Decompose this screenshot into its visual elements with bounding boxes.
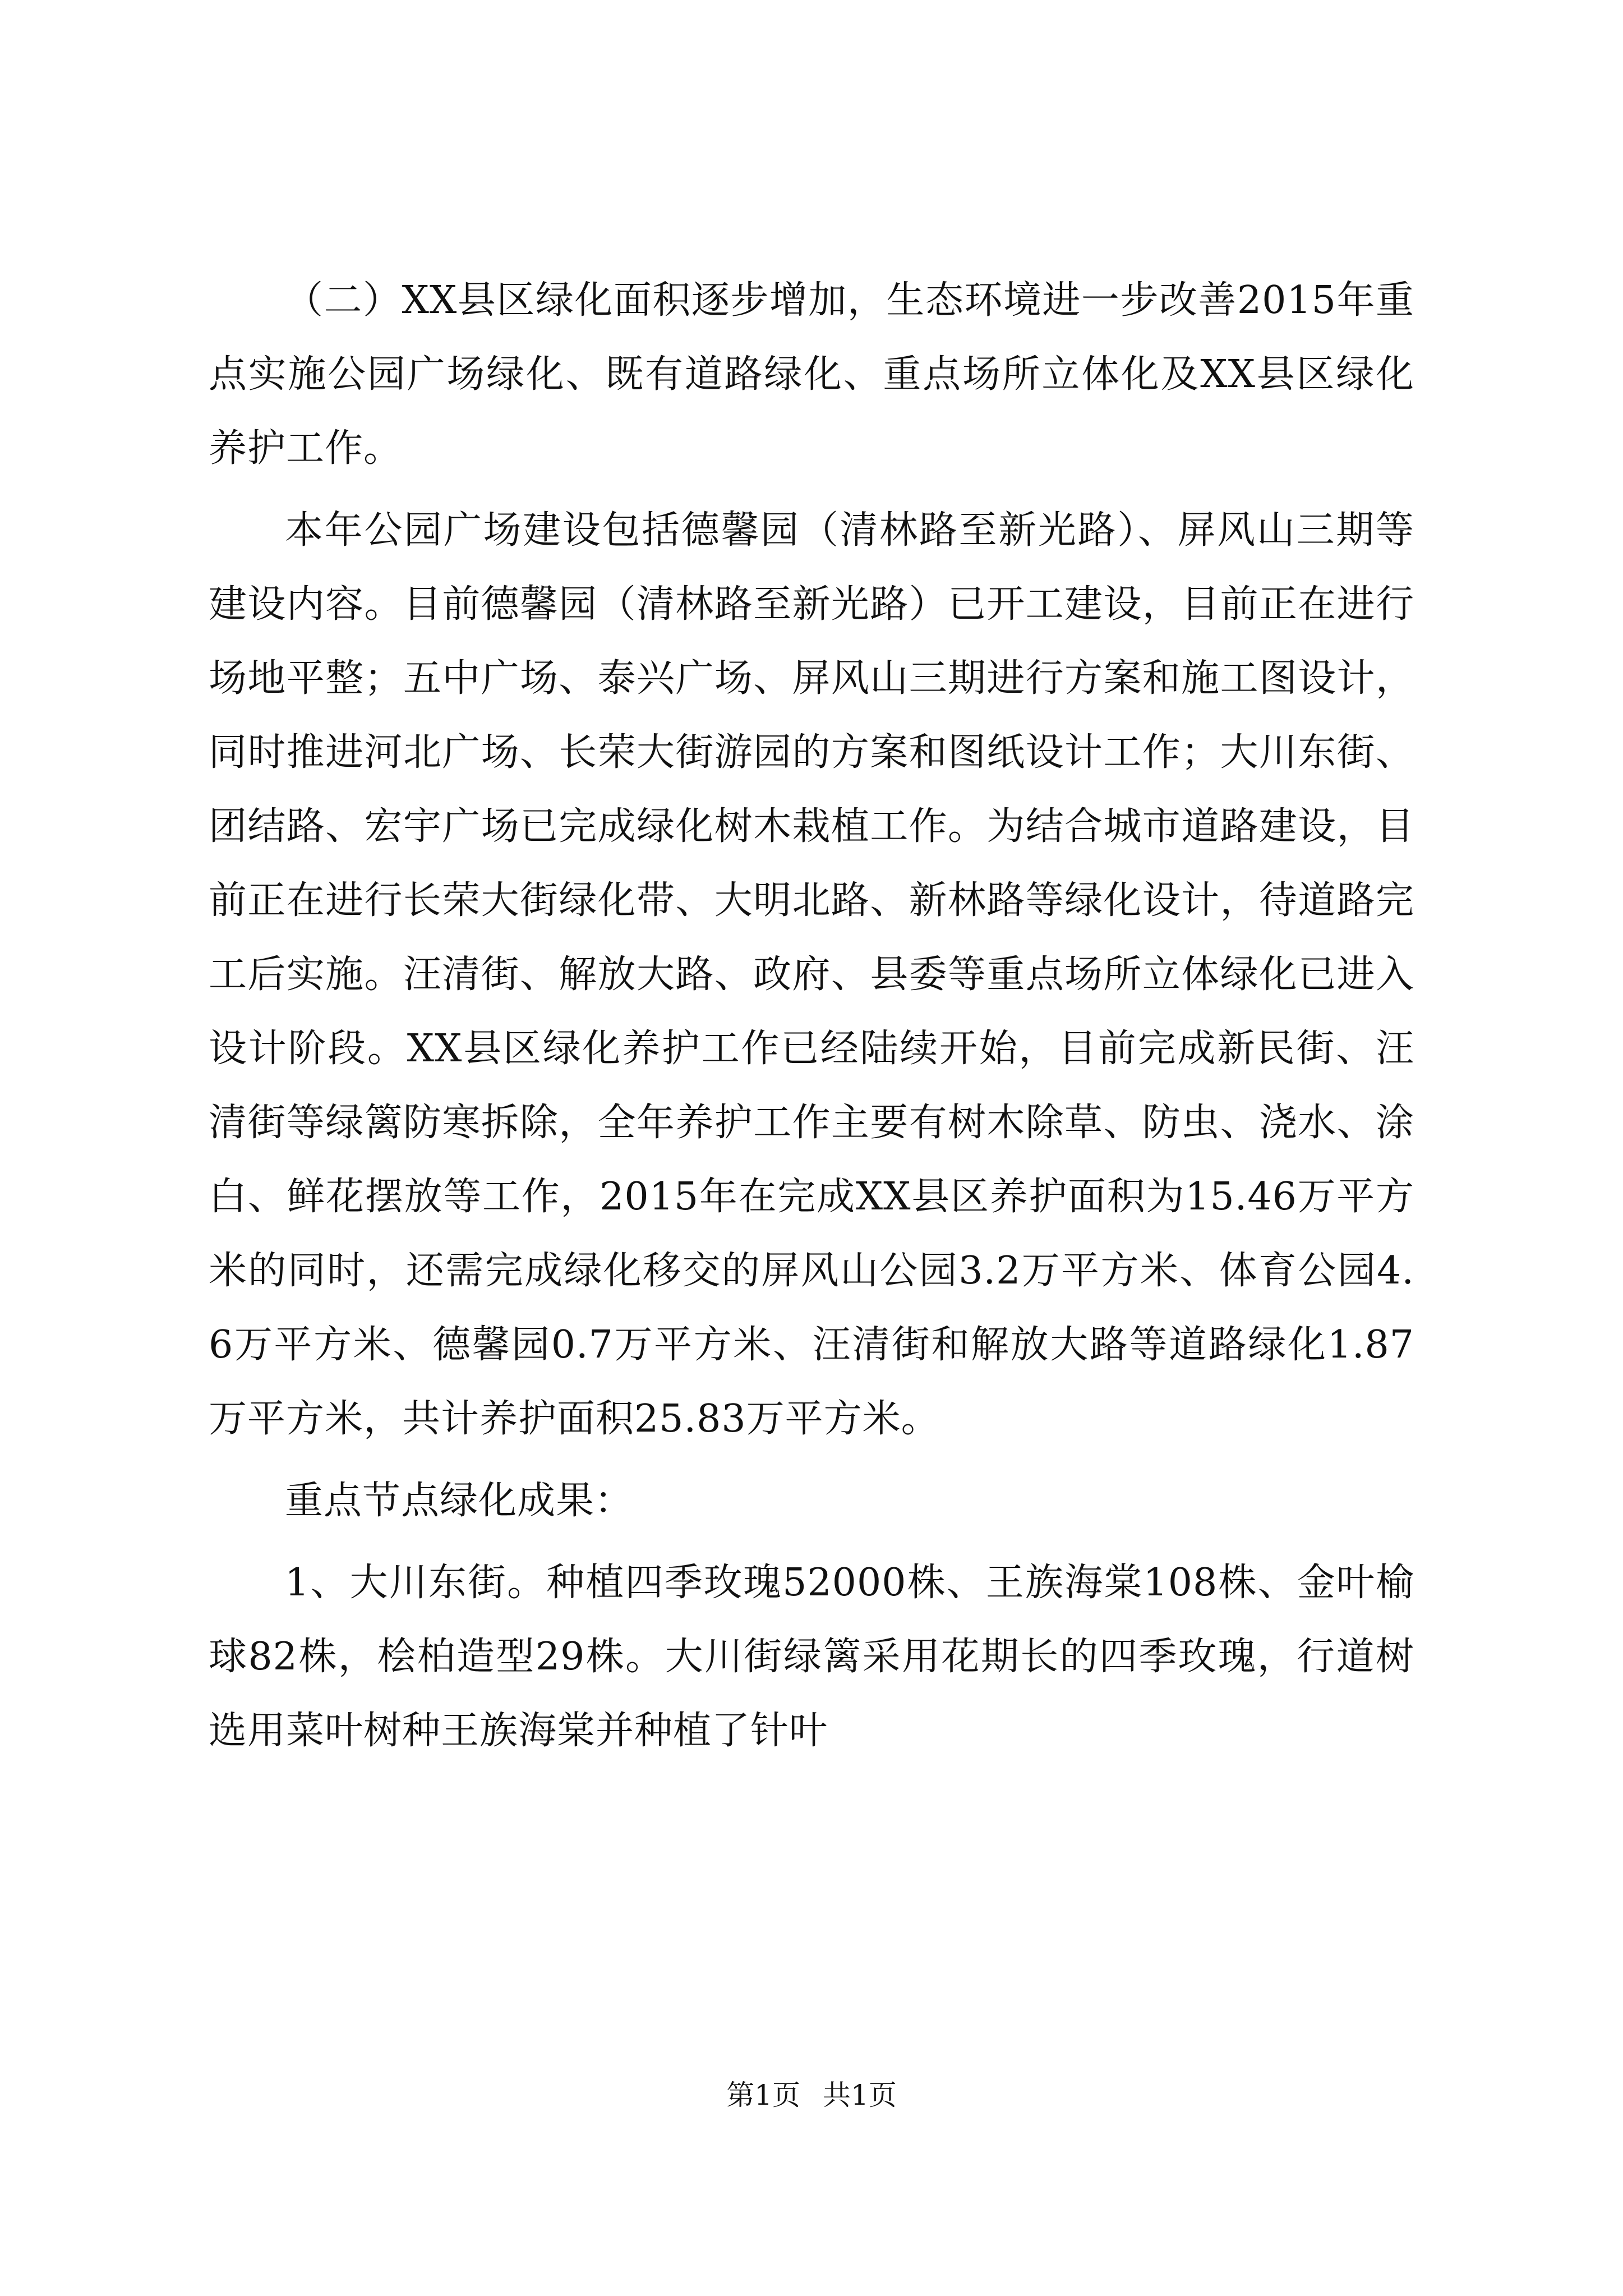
paragraph-key-results-heading: 重点节点绿化成果： xyxy=(285,1479,634,1523)
page-number: 第1页 xyxy=(726,2079,800,2111)
page-footer xyxy=(0,2073,1623,2113)
paragraph-section-heading: （二）XX县区绿化面积逐步增加，生态环境进一步改善2015年重点实施公园广场绿化、既有道路绿化、重点场所立体化及XX县区绿化养护工作。 xyxy=(209,278,1414,471)
paragraph-dachuan-street: 1、大川东街。种植四季玫瑰52000株、王族海棠108株、金叶榆球82株，桧柏造型29株。大川街绿篱采用花期长的四季玫瑰，行道树选用菜叶树种王族海棠并种植了针叶 xyxy=(209,1561,1414,1753)
document-body xyxy=(209,264,1414,1776)
page-total: 共1页 xyxy=(823,2079,897,2111)
paragraph-park-construction: 本年公园广场建设包括德馨园（清林路至新光路）、屏风山三期等建设内容。目前德馨园（清林路至新光路）已开工建设，目前正在进行场地平整；五中广场、泰兴广场、屏风山三期进行方案和施工图设计，同时推进河北广场、长荣大街游园的方案和图纸设计工作；大川东街、团结路、宏宇广场已完成绿化树木栽植工作。为结合城市道路建设，目前正在进行长荣大街绿化带、大明北路、新林路等绿化设计，待道路完工后实施。汪清街、解放大路、政府、县委等重点场所立体绿化已进入设计阶段。XX县区绿化养护工作已经陆续开始，目前完成新民街、汪清街等绿篱防寒拆除，全年养护工作主要有树木除草、防虫、浇水、涂白、鲜花摆放等工作，2015年在完成XX县区养护面积为15.46万平方米的同时，还需完成绿化移交的屏风山公园3.2万平方米、体育公园4.6万平方米、德馨园0.7万平方米、汪清街和解放大路等道路绿化1.87万平方米，共计养护面积25.83万平方米。 xyxy=(209,508,1414,1441)
